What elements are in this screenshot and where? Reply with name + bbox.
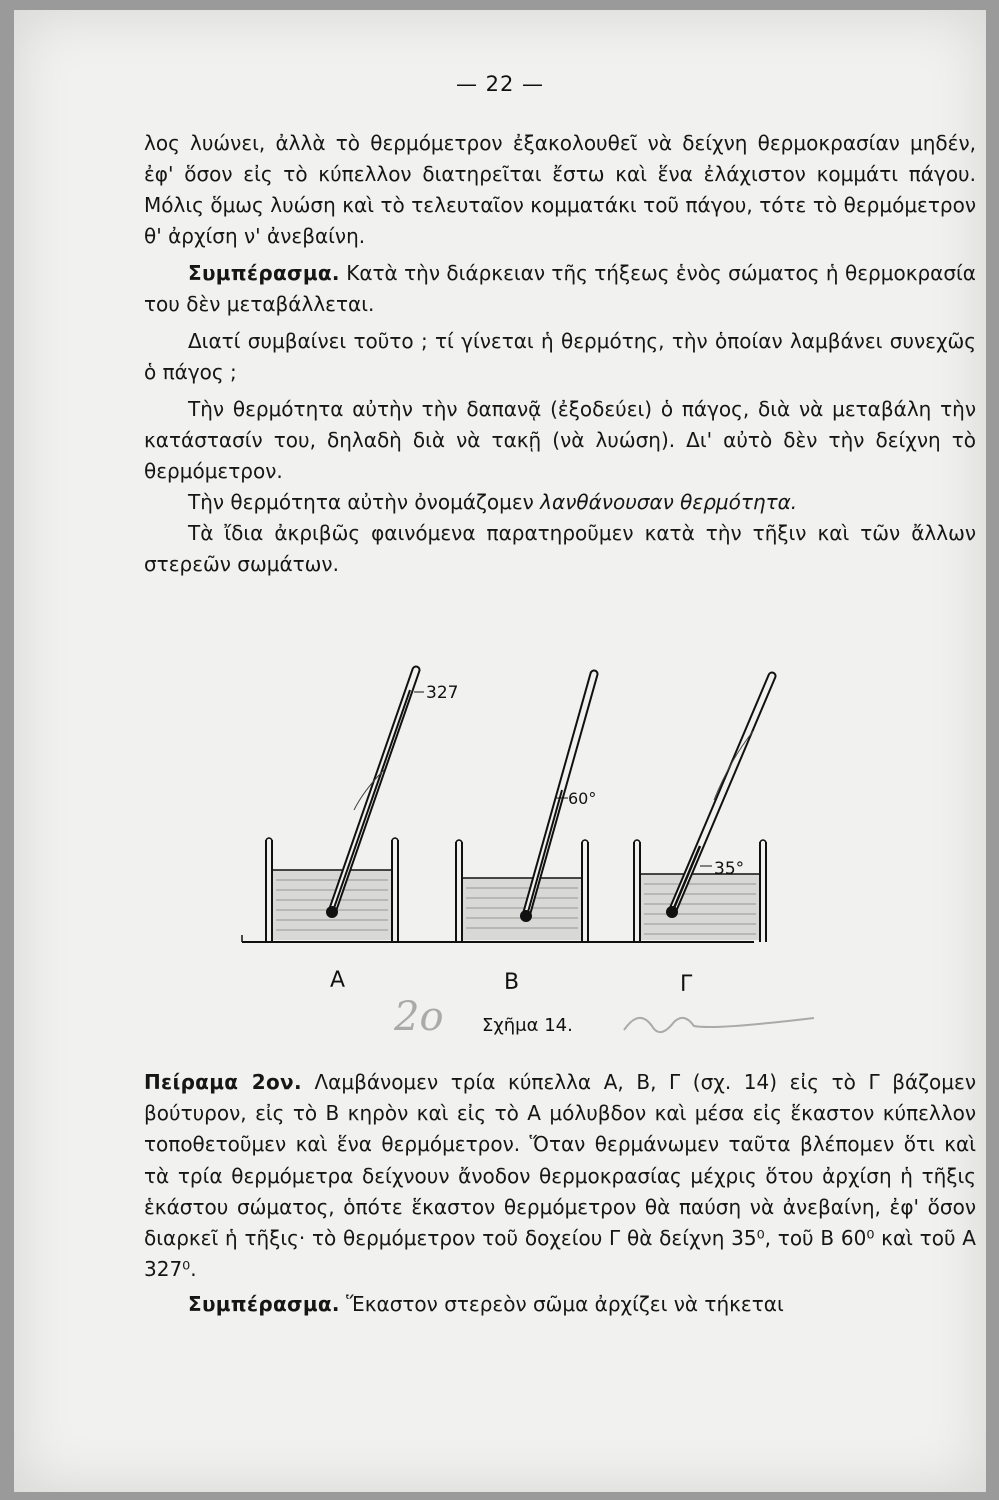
thermometers-illustration [14, 650, 986, 1010]
cup-a [266, 838, 398, 942]
latent-heat-term: λανθάνουσαν θερμότητα. [540, 490, 798, 514]
experiment-paragraph [144, 1067, 976, 1285]
cup-b-substance [462, 878, 582, 940]
book-page [14, 10, 986, 1492]
cup-b [456, 840, 588, 942]
text-block-bottom [144, 1067, 976, 1321]
experiment-text: Λαμβάνομεν τρία κύπελλα Α, Β, Γ (σχ. 14) εἰς τὸ Γ βάζομεν βούτυρον, εἰς τὸ Β κηρὸν καὶ εἰς τὸ Α μόλυβδον καὶ μέσα εἰς ἕκαστον κύπελλον τοποθετοῦμεν καὶ ἕνα θερμόμετρον. Ὅταν θερμάνωμεν ταῦτα βλέπομεν ὅτι καὶ τὰ τρία θερμόμετρα δείχνουν ἄνοδον θερμοκρασίας μέχρις ὅτου ἀρχίση ἡ τῆξις ἑκάστου σώματος, ὁπότε ἕκαστον θερμόμετρον θὰ παύση νὰ ἀνεβαίνη, ἐφ' ὅσον διαρκεῖ ἡ τῆξις· τὸ θερμόμετρον τοῦ δοχείου Γ θὰ δείχνη 35⁰, τοῦ Β 60⁰ καὶ τοῦ Α 327⁰. [144, 1070, 976, 1282]
paragraph: Τὴν θερμότητα αὐτὴν τὴν δαπανᾷ (ἐξοδεύει) ὁ πάγος, διὰ νὰ μεταβάλη τὴν κατάστασίν του, δηλαδὴ διὰ νὰ τακῇ (νὰ λυώση). Δι' αὐτὸ δὲν τὴν δείχνη τὸ θερμόμετρον. [144, 397, 976, 483]
handwritten-note: 2ο [394, 994, 444, 1040]
conclusion-heading: Συμπέρασμα. [188, 1292, 340, 1317]
label-b: Β [504, 970, 520, 995]
paragraph: Τὰ ἴδια ἀκριβῶς φαινόμενα παρατηροῦμεν κατὰ τὴν τῆξιν καὶ τῶν ἄλλων στερεῶν σωμάτων. [144, 521, 976, 576]
page-number: — 22 — [455, 72, 545, 96]
label-c: Γ [680, 972, 693, 997]
conclusion-text: Κατὰ τὴν διάρκειαν τῆς τήξεως ἑνὸς σώματος ἡ θερμοκρασία του δὲν μεταβάλλεται. [144, 261, 976, 316]
figure-caption: Σχῆμα 14. [482, 1015, 573, 1036]
figure-14 [14, 650, 986, 1050]
label-a: Α [330, 968, 346, 993]
reading-b: 60° [568, 789, 597, 808]
reading-a: 327 [426, 683, 459, 703]
handwritten-annotation [394, 990, 814, 1050]
experiment-heading: Πείραμα 2ον. [144, 1070, 302, 1094]
latent-heat-paragraph [144, 487, 976, 518]
conclusion-heading: Συμπέρασμα. [188, 261, 340, 285]
conclusion-paragraph [144, 258, 976, 320]
latent-heat-lead: Τὴν θερμότητα αὐτὴν ὀνομάζομεν [188, 490, 541, 514]
conclusion-paragraph [144, 1289, 976, 1320]
reading-c: 35° [714, 859, 745, 879]
conclusion-text: Ἕκαστον στερεὸν σῶμα ἀρχίζει νὰ τήκεται [339, 1292, 784, 1317]
question-paragraph: Διατί συμβαίνει τοῦτο ; τί γίνεται ἡ θερμότης, τὴν ὁποίαν λαμβάνει συνεχῶς ὁ πάγος ; [144, 329, 976, 384]
text-block-top [144, 128, 976, 580]
paragraph: λος λυώνει, ἀλλὰ τὸ θερμόμετρον ἐξακολουθεῖ νὰ δείχνη θερμοκρασίαν μηδέν, ἐφ' ὅσον εἰς τὸ κύπελλον διατηρεῖται ἔστω καὶ ἕνα ἐλάχιστον κομμάτι πάγου. Μόλις ὅμως λυώση καὶ τὸ τελευταῖον κομματάκι τοῦ πάγου, τότε τὸ θερμόμετρον θ' ἀρχίση ν' ἀνεβαίνη. [144, 131, 976, 248]
